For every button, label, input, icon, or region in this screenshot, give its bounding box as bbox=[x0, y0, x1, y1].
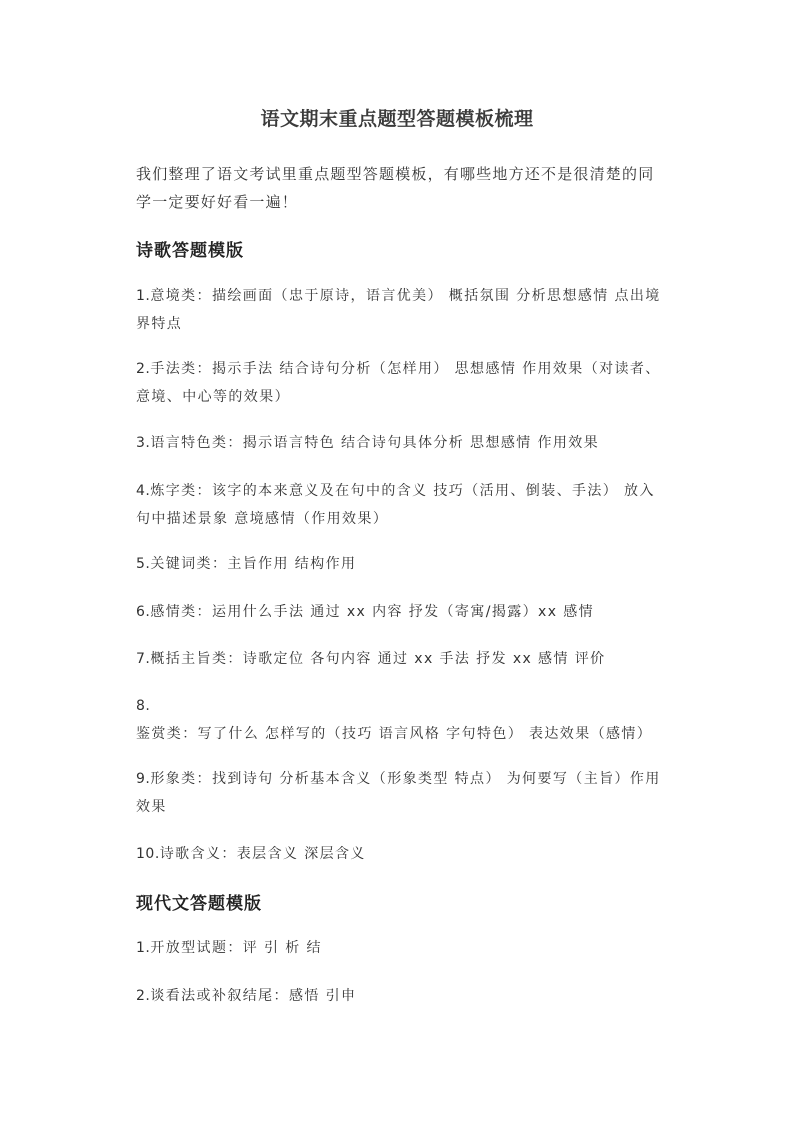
item-number: 2. bbox=[136, 988, 151, 1004]
list-item bbox=[136, 692, 664, 748]
list-item bbox=[136, 934, 664, 962]
list-item bbox=[136, 840, 664, 868]
item-text: 开放型试题：评 引 析 结 bbox=[150, 940, 322, 956]
item-number: 1. bbox=[136, 288, 151, 304]
item-text: 形象类：找到诗句 分析基本含义（形象类型 特点） 为何要写（主旨）作用效果 bbox=[136, 771, 661, 815]
intro-paragraph: 我们整理了语文考试里重点题型答题模板，有哪些地方还不是很清楚的同学一定要好好看一遍！ bbox=[136, 165, 655, 211]
list-item bbox=[136, 982, 664, 1010]
item-number: 7. bbox=[136, 651, 151, 667]
item-text: 关键词类：主旨作用 结构作用 bbox=[150, 556, 357, 572]
list-item bbox=[136, 645, 664, 673]
item-text: 意境类：描绘画面（忠于原诗，语言优美） 概括氛围 分析思想感情 点出境界特点 bbox=[136, 288, 661, 332]
item-text: 语言特色类：揭示语言特色 结合诗句具体分析 思想感情 作用效果 bbox=[150, 435, 600, 451]
item-number: 6. bbox=[136, 604, 151, 620]
item-text: 炼字类：该字的本来意义及在句中的含义 技巧（活用、倒装、手法） 放入句中描述景象 意境感情（作用效果） bbox=[136, 483, 655, 527]
section-heading-poetry: 诗歌答题模版 bbox=[136, 241, 244, 261]
item-number: 8. bbox=[136, 698, 151, 714]
list-item bbox=[136, 550, 664, 578]
list-item bbox=[136, 765, 664, 821]
item-number: 2. bbox=[136, 361, 151, 377]
item-number: 5. bbox=[136, 556, 151, 572]
section-heading-modern-prose: 现代文答题模版 bbox=[136, 894, 262, 914]
item-text: 感情类：运用什么手法 通过 xx 内容 抒发（寄寓/揭露）xx 感情 bbox=[150, 604, 595, 620]
item-number: 3. bbox=[136, 435, 151, 451]
item-text: 手法类：揭示手法 结合诗句分析（怎样用） 思想感情 作用效果（对读者、意境、中心等的效果） bbox=[136, 361, 661, 405]
item-number: 10. bbox=[136, 846, 160, 862]
item-text: 鉴赏类：写了什么 怎样写的（技巧 语言风格 字句特色） 表达效果（感情） bbox=[136, 726, 653, 742]
item-number: 1. bbox=[136, 940, 151, 956]
item-text: 诗歌含义：表层含义 深层含义 bbox=[159, 846, 366, 862]
document-title: 语文期末重点题型答题模板梳理 bbox=[260, 108, 534, 130]
item-text: 谈看法或补叙结尾：感悟 引申 bbox=[150, 988, 357, 1004]
list-item bbox=[136, 477, 664, 533]
item-number: 9. bbox=[136, 771, 151, 787]
list-item bbox=[136, 598, 664, 626]
list-item bbox=[136, 355, 664, 411]
list-item bbox=[136, 429, 664, 457]
item-number: 4. bbox=[136, 483, 151, 499]
list-item bbox=[136, 282, 664, 338]
item-text: 概括主旨类：诗歌定位 各句内容 通过 xx 手法 抒发 xx 感情 评价 bbox=[150, 651, 606, 667]
